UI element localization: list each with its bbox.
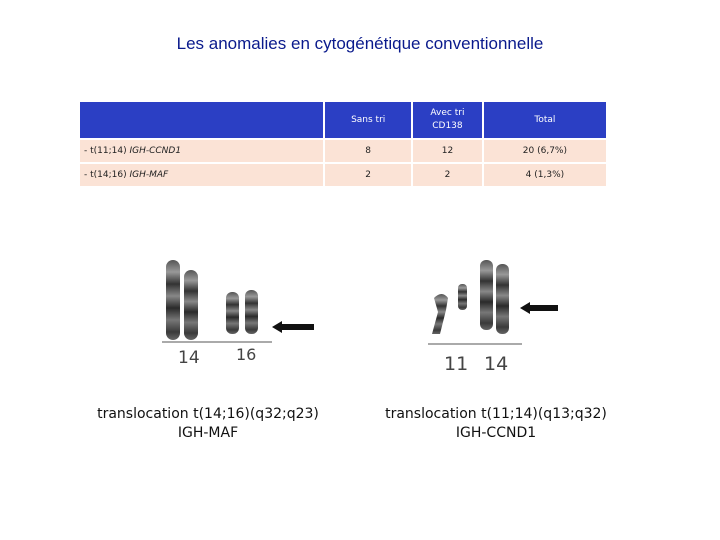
row-label	[80, 163, 324, 186]
header-sans-tri: Sans tri	[324, 102, 412, 139]
cell-avec-tri: 12	[412, 139, 483, 163]
row-prefix: - t(14;16)	[84, 170, 130, 180]
arrow-icon	[520, 301, 558, 315]
karyotype-image-t14-16	[150, 250, 320, 375]
table-row	[80, 163, 606, 186]
karyotype-image-t11-14	[418, 250, 528, 380]
caption-line-2: IGH-MAF	[177, 425, 239, 441]
row-gene: IGH-MAF	[129, 170, 169, 180]
label-16: 16	[236, 345, 257, 364]
caption-t11-14	[366, 405, 626, 443]
label-11: 11	[444, 353, 469, 375]
label-14: 14	[178, 348, 200, 368]
cell-total: 20 (6,7%)	[483, 139, 606, 163]
arrow-icon	[272, 320, 314, 334]
chromosome-14a	[166, 260, 180, 340]
table-row	[80, 139, 606, 163]
header-avec-tri: Avec tri CD138	[412, 102, 483, 139]
cell-sans-tri: 2	[324, 163, 412, 186]
chromosome-16a	[226, 292, 239, 334]
cell-avec-tri: 2	[412, 163, 483, 186]
cell-total: 4 (1,3%)	[483, 163, 606, 186]
header-total: Total	[483, 102, 606, 139]
chromosome-11a	[432, 294, 448, 334]
header-empty	[80, 102, 324, 139]
row-gene: IGH-CCND1	[129, 146, 182, 156]
slide-title: Les anomalies en cytogénétique conventionnelle	[176, 34, 544, 53]
chromosome-14b	[184, 270, 198, 340]
caption-line-1: translocation t(11;14)(q13;q32)	[385, 406, 607, 422]
row-label	[80, 139, 324, 163]
cytogenetics-table	[80, 102, 606, 186]
chromosome-16b	[245, 290, 258, 334]
caption-line-2: IGH-CCND1	[455, 425, 537, 441]
caption-t14-16	[78, 405, 338, 443]
table-header-row	[80, 102, 606, 139]
row-prefix: - t(11;14)	[84, 146, 130, 156]
chromosome-11b	[458, 284, 467, 310]
caption-line-1: translocation t(14;16)(q32;q23)	[97, 406, 319, 422]
chromosome-14b	[496, 264, 509, 334]
cell-sans-tri: 8	[324, 139, 412, 163]
label-14: 14	[484, 353, 509, 375]
chromosome-14a	[480, 260, 493, 330]
